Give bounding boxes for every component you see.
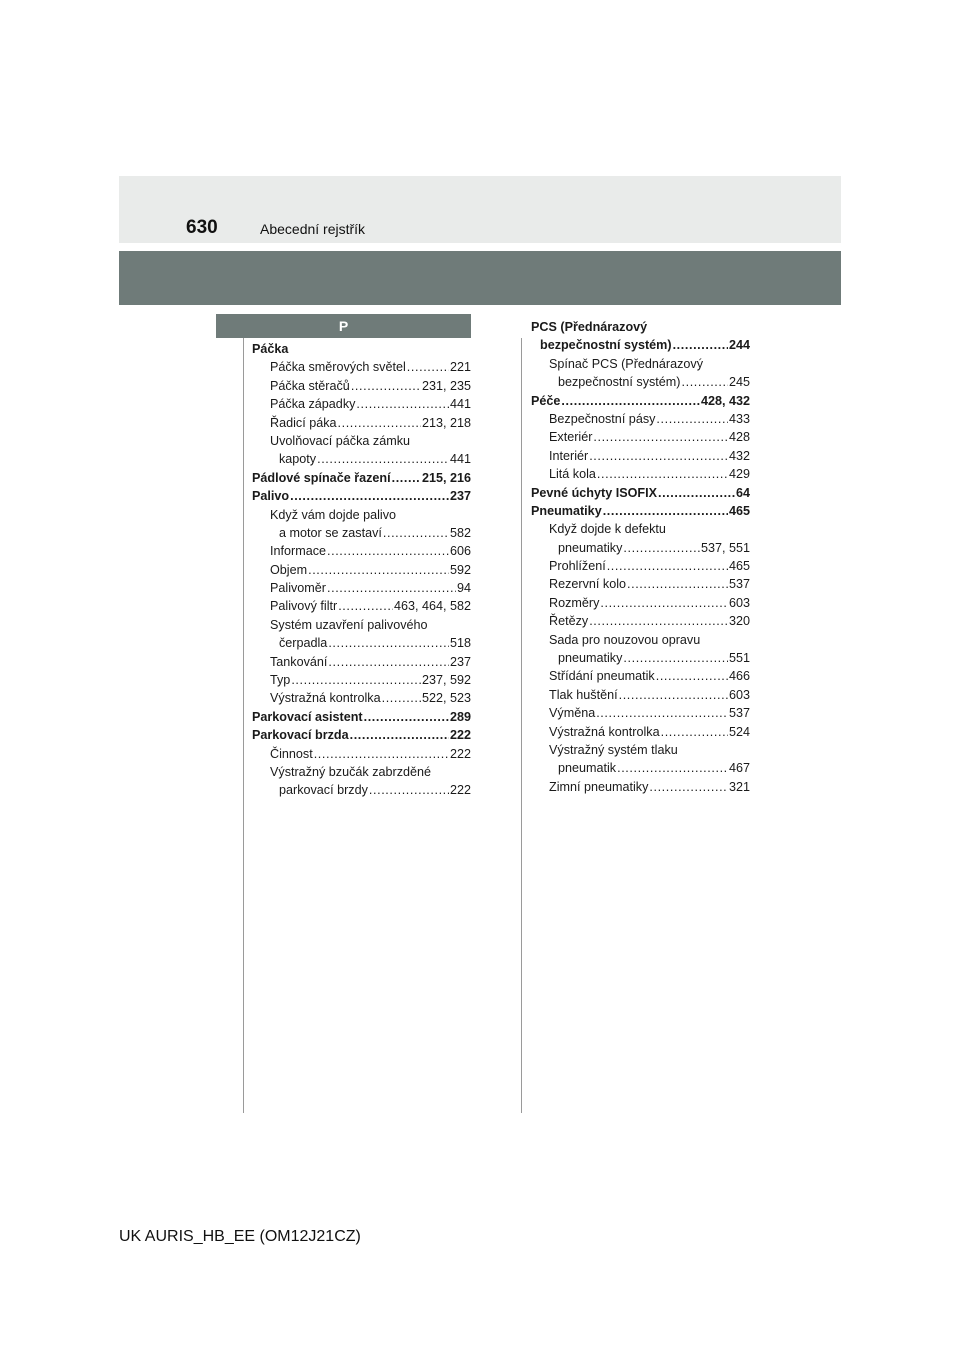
index-entry-pages: 237 [449,654,471,669]
index-entry-pages: 320 [728,614,750,629]
index-entry-pages: 522, 523 [421,691,471,706]
index-entry-term: Systém uzavření palivového [270,617,428,632]
index-entry-pages: 441 [449,397,471,412]
index-entry-term: Informace [270,544,326,559]
index-entry-pages: 432 [728,448,750,463]
dot-leader [407,358,449,376]
dot-leader [656,667,728,685]
index-entry-term: Péče [531,393,561,408]
index-entry-pages: 551 [728,651,750,666]
index-entry [531,704,750,722]
dot-leader [673,336,728,354]
index-entry-term: Palivový filtr [270,599,338,614]
dot-leader [661,723,728,741]
index-entry-term: Litá kola [549,467,596,482]
index-entry [531,575,750,593]
index-entry [252,340,471,358]
index-entry [531,484,750,502]
index-entry-term: parkovací brzdy [279,783,368,798]
index-entry [531,759,750,777]
dot-leader [589,612,728,630]
dot-leader [327,542,449,560]
dot-leader [351,377,421,395]
index-entry [252,414,471,432]
index-entry-term: pneumatiky [558,540,623,555]
dot-leader [607,557,728,575]
dot-leader [314,745,449,763]
index-entry-term: Palivoměr [270,581,326,596]
index-entry [531,392,750,410]
index-entry-term: bezpečnostní systém) [540,338,672,353]
dot-leader [338,414,421,432]
index-entry [531,502,750,520]
index-entry [531,594,750,612]
middle-column-rule [521,338,522,1113]
index-entry-term: Exteriér [549,430,593,445]
index-entry-term: Výstražný systém tlaku [549,742,678,757]
index-entry-pages: 428 [728,430,750,445]
dot-leader [596,704,728,722]
index-entry [531,520,750,538]
index-entry-pages: 465 [728,559,750,574]
index-entry-pages: 467 [728,761,750,776]
index-entry-term: PCS (Přednárazový [531,320,648,334]
dot-leader [649,778,728,796]
index-entry-term: Činnost [270,746,313,761]
index-entry-term: Uvolňovací páčka zámku [270,433,410,448]
index-entry-term: Spínač PCS (Přednárazový [549,356,703,371]
dot-leader [338,597,393,615]
index-entry-pages: 237, 592 [421,673,471,688]
index-entry-pages: 231, 235 [421,378,471,393]
index-entry-term: pneumatik [558,761,617,776]
index-entry [531,318,750,336]
index-entry-term: Rezervní kolo [549,577,626,592]
index-entry [531,557,750,575]
index-entry-pages: 245 [728,375,750,390]
index-entry [531,447,750,465]
page-number: 630 [186,217,218,238]
dot-leader [619,686,728,704]
index-entry-term: Parkovací asistent [252,709,363,724]
index-entry-term: Páčka stěračů [270,378,350,393]
index-entry [252,377,471,395]
dot-leader [623,649,728,667]
index-entry [531,631,750,649]
index-entry [531,539,750,557]
index-entry [252,597,471,615]
index-entry [252,469,471,487]
dot-leader [597,465,728,483]
index-column-right [531,318,750,796]
dot-leader [682,373,728,391]
index-entry-term: Výměna [549,706,596,721]
index-entry-term: Střídání pneumatik [549,669,655,684]
index-entry-pages: 465 [728,503,750,518]
index-entry [252,395,471,413]
index-entry-term: Prohlížení [549,559,606,574]
index-entry-term: Pneumatiky [531,503,602,518]
dot-leader [600,594,728,612]
index-entry-term: Páčka směrových světel [270,360,406,375]
dot-leader [328,634,449,652]
index-entry [252,579,471,597]
index-entry-term: a motor se zastaví [279,525,382,540]
index-entry-term: Bezpečnostní pásy [549,411,656,426]
index-entry-pages: 215, 216 [421,470,471,485]
index-entry-pages: 64 [735,485,750,500]
dot-leader [356,395,449,413]
index-entry-term: čerpadla [279,636,328,651]
index-entry-term: bezpečnostní systém) [558,375,681,390]
index-entry-pages: 537, 551 [700,540,750,555]
index-entry-term: Zimní pneumatiky [549,779,649,794]
index-entry [531,465,750,483]
index-entry-pages: 222 [449,783,471,798]
index-entry [252,432,471,450]
index-entry [252,653,471,671]
index-entry [531,410,750,428]
index-entry-pages: 466 [728,669,750,684]
dot-leader [658,484,735,502]
index-letter-tab: P [216,314,471,338]
dot-leader [317,450,449,468]
index-entry-term: Sada pro nouzovou opravu [549,632,701,647]
index-entry-pages: 222 [449,728,471,743]
dot-leader [656,410,728,428]
index-entry-term: Rozměry [549,595,600,610]
index-entry-term: Když vám dojde palivo [270,507,397,522]
index-entry-pages: 603 [728,595,750,610]
dot-leader [627,575,728,593]
dot-leader [603,502,728,520]
dot-leader [308,561,449,579]
index-entry [252,781,471,799]
index-entry-pages: 429 [728,467,750,482]
document-code-footer: UK AURIS_HB_EE (OM12J21CZ) [119,1228,361,1245]
index-entry [252,708,471,726]
index-entry [531,612,750,630]
index-entry [531,686,750,704]
index-entry [252,358,471,376]
index-entry-pages: 428, 432 [700,393,750,408]
index-entry-term: Interiér [549,448,589,463]
index-entry-pages: 94 [456,581,471,596]
index-entry-pages: 603 [728,687,750,702]
index-entry [252,671,471,689]
index-entry-term: Tankování [270,654,328,669]
dot-leader [392,469,421,487]
index-entry-term: Pádlové spínače řazení [252,470,391,485]
left-column-rule [243,338,244,1113]
index-entry-pages: 524 [728,724,750,739]
index-entry-term: Parkovací brzda [252,728,349,743]
dot-leader [328,653,449,671]
index-entry-pages: 244 [728,338,750,353]
dot-leader [593,428,728,446]
index-entry-term: Výstražná kontrolka [270,691,381,706]
chapter-band [119,251,841,305]
index-entry [252,450,471,468]
index-entry-term: Když dojde k defektu [549,522,666,537]
dot-leader [364,708,449,726]
index-entry-pages: 537 [728,577,750,592]
dot-leader [327,579,456,597]
index-entry-pages: 289 [449,709,471,724]
index-entry-term: Řetězy [549,614,589,629]
index-entry-term: Palivo [252,489,290,504]
index-entry-pages: 518 [449,636,471,651]
section-title: Abecední rejstřík [260,221,366,237]
index-entry-term: Tlak huštění [549,687,618,702]
dot-leader [350,726,449,744]
dot-leader [369,781,449,799]
index-entry [531,723,750,741]
index-entry-pages: 463, 464, 582 [393,599,471,614]
index-entry [252,726,471,744]
index-entry [531,355,750,373]
index-entry [252,561,471,579]
index-entry [252,634,471,652]
index-entry-pages: 606 [449,544,471,559]
index-entry-pages: 441 [449,452,471,467]
index-entry-pages: 222 [449,746,471,761]
dot-leader [561,392,700,410]
index-entry-term: Výstražný bzučák zabrzděné [270,764,432,779]
index-column-left [252,340,471,800]
index-entry-term: Páčka [252,342,289,356]
index-entry-term: Typ [270,673,291,688]
index-entry [252,689,471,707]
index-entry [531,649,750,667]
index-entry [252,542,471,560]
index-entry [531,741,750,759]
index-entry [252,524,471,542]
index-entry [252,763,471,781]
index-entry-term: kapoty [279,452,317,467]
index-entry-term: pneumatiky [558,651,623,666]
index-entry-pages: 433 [728,411,750,426]
dot-leader [383,524,449,542]
index-entry-term: Výstražná kontrolka [549,724,660,739]
index-entry-pages: 592 [449,562,471,577]
index-entry-pages: 321 [728,779,750,794]
dot-leader [291,671,421,689]
dot-leader [623,539,700,557]
dot-leader [382,689,421,707]
index-entry-pages: 213, 218 [421,415,471,430]
index-entry [531,778,750,796]
index-entry-term: Pevné úchyty ISOFIX [531,485,657,500]
dot-leader [617,759,728,777]
index-entry-term: Objem [270,562,308,577]
index-entry-pages: 582 [449,525,471,540]
dot-leader [589,447,728,465]
index-entry [252,487,471,505]
index-entry [531,373,750,391]
index-entry [252,745,471,763]
index-entry-pages: 537 [728,706,750,721]
index-entry [252,506,471,524]
index-entry-pages: 237 [449,489,471,504]
index-entry-term: Páčka západky [270,397,356,412]
index-entry-term: Řadicí páka [270,415,337,430]
header-band [119,176,841,243]
index-entry [531,428,750,446]
index-entry [531,667,750,685]
dot-leader [290,487,449,505]
index-entry [252,616,471,634]
index-entry-pages: 221 [449,360,471,375]
index-entry [531,336,750,354]
